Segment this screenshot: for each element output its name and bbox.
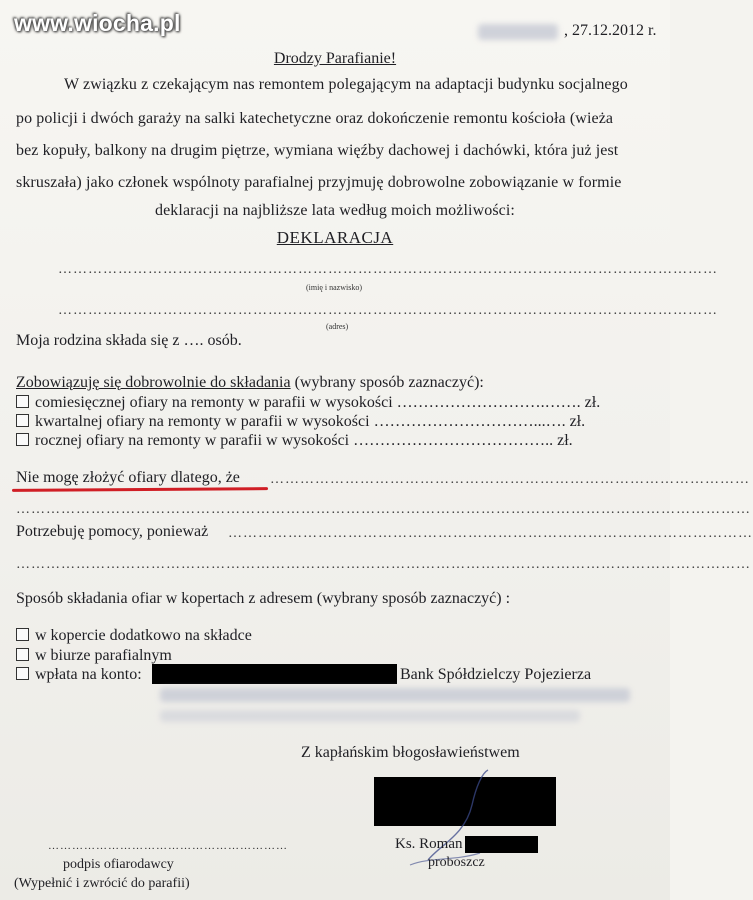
commitment-intro-underlined: Zobowiązuję się dobrowolnie do składania bbox=[16, 374, 291, 391]
priest-name: Ks. Roman bbox=[395, 836, 463, 852]
help-label: Potrzebuję pomocy, ponieważ bbox=[16, 523, 209, 540]
donor-signature-label: podpis ofiarodawcy bbox=[63, 857, 174, 872]
checkbox[interactable] bbox=[16, 667, 29, 680]
donor-return-note: (Wypełnić i zwrócić do parafii) bbox=[14, 876, 190, 891]
option-label: rocznej ofiary na remonty w parafii w wysokości ……………………………….. zł. bbox=[35, 432, 573, 449]
help-dotted-line-2[interactable]: ………………………………………………………………………………………………………………………………… bbox=[16, 557, 751, 572]
cannot-donate-dotted-line[interactable]: …………………………………………………………………………………… bbox=[270, 472, 750, 487]
option-label: wpłata na konto: bbox=[35, 666, 142, 683]
commitment-option-yearly[interactable] bbox=[16, 432, 573, 450]
option-label: w kopercie dodatkowo na składce bbox=[35, 627, 252, 644]
commitment-intro bbox=[16, 374, 484, 392]
intro-line: po policji i dwóch garaży na salki katechetyczne oraz dokończenie remontu kościoła (wieża bbox=[16, 110, 614, 127]
bank-name: Bank Spółdzielczy Pojezierza bbox=[400, 666, 592, 683]
intro-line: bez kopuły, balkony na drugim piętrze, wymiana więźby dachowej i dachówki, która już jest bbox=[16, 142, 619, 159]
checkbox[interactable] bbox=[16, 433, 29, 446]
option-label: comiesięcznej ofiary na remonty w parafii w wysokości ……………………….……. zł. bbox=[35, 394, 601, 411]
name-caption: (imię i nazwisko) bbox=[306, 283, 362, 292]
blurred-account-line bbox=[160, 688, 630, 702]
option-label: kwartalnej ofiary na remonty w parafii w wysokości …………………………...…. zł. bbox=[35, 413, 586, 430]
help-dotted-line[interactable]: …………………………………………………………………………………………… bbox=[228, 526, 753, 541]
cannot-donate-label: Nie mogę złożyć ofiary dlatego, że bbox=[16, 469, 240, 486]
priest-title: proboszcz bbox=[428, 855, 485, 870]
address-dotted-line[interactable]: …………………………………………………………………………………………………………………… bbox=[58, 303, 718, 318]
intro-line: deklaracji na najbliższe lata według moich możliwości: bbox=[155, 202, 515, 219]
intro-line: skruszała) jako członek wspólnoty parafialnej przyjmuję dobrowolne zobowiązanie w formie bbox=[16, 174, 622, 191]
donor-signature-dotted-line[interactable]: …………………………………………………… bbox=[48, 840, 288, 852]
redacted-priest-surname bbox=[465, 836, 538, 853]
redacted-account-number bbox=[152, 664, 397, 684]
commitment-intro-rest: (wybrany sposób zaznaczyć): bbox=[290, 374, 484, 391]
checkbox[interactable] bbox=[16, 414, 29, 427]
checkbox[interactable] bbox=[16, 648, 29, 661]
commitment-option-monthly[interactable] bbox=[16, 394, 600, 412]
checkbox[interactable] bbox=[16, 395, 29, 408]
commitment-option-quarterly[interactable] bbox=[16, 413, 585, 431]
method-intro: Sposób składania ofiar w kopertach z adresem (wybrany sposób zaznaczyć) : bbox=[16, 590, 511, 607]
method-option-envelope[interactable] bbox=[16, 627, 252, 645]
document-date: , 27.12.2012 r. bbox=[564, 22, 657, 39]
salutation: Drodzy Parafianie! bbox=[273, 50, 397, 67]
blurred-place-name bbox=[478, 24, 558, 40]
option-label: w biurze parafialnym bbox=[35, 647, 172, 664]
watermark: www.wiocha.pl bbox=[14, 10, 181, 36]
blurred-account-line-2 bbox=[160, 710, 580, 722]
intro-line: W związku z czekającym nas remontem polegającym na adaptacji budynku socjalnego bbox=[64, 76, 628, 93]
family-size-line: Moja rodzina składa się z …. osób. bbox=[16, 332, 242, 349]
blessing-text: Z kapłańskim błogosławieństwem bbox=[301, 744, 520, 761]
cannot-donate-dotted-line-2[interactable]: ………………………………………………………………………………………………………………………………… bbox=[16, 502, 751, 517]
address-caption: (adres) bbox=[326, 322, 349, 331]
red-highlight-underline bbox=[12, 487, 268, 492]
name-dotted-line[interactable]: …………………………………………………………………………………………………………………… bbox=[58, 262, 718, 277]
checkbox[interactable] bbox=[16, 628, 29, 641]
method-option-transfer[interactable] bbox=[16, 666, 142, 684]
method-option-office[interactable] bbox=[16, 647, 172, 665]
declaration-heading: DEKLARACJA bbox=[276, 228, 394, 247]
